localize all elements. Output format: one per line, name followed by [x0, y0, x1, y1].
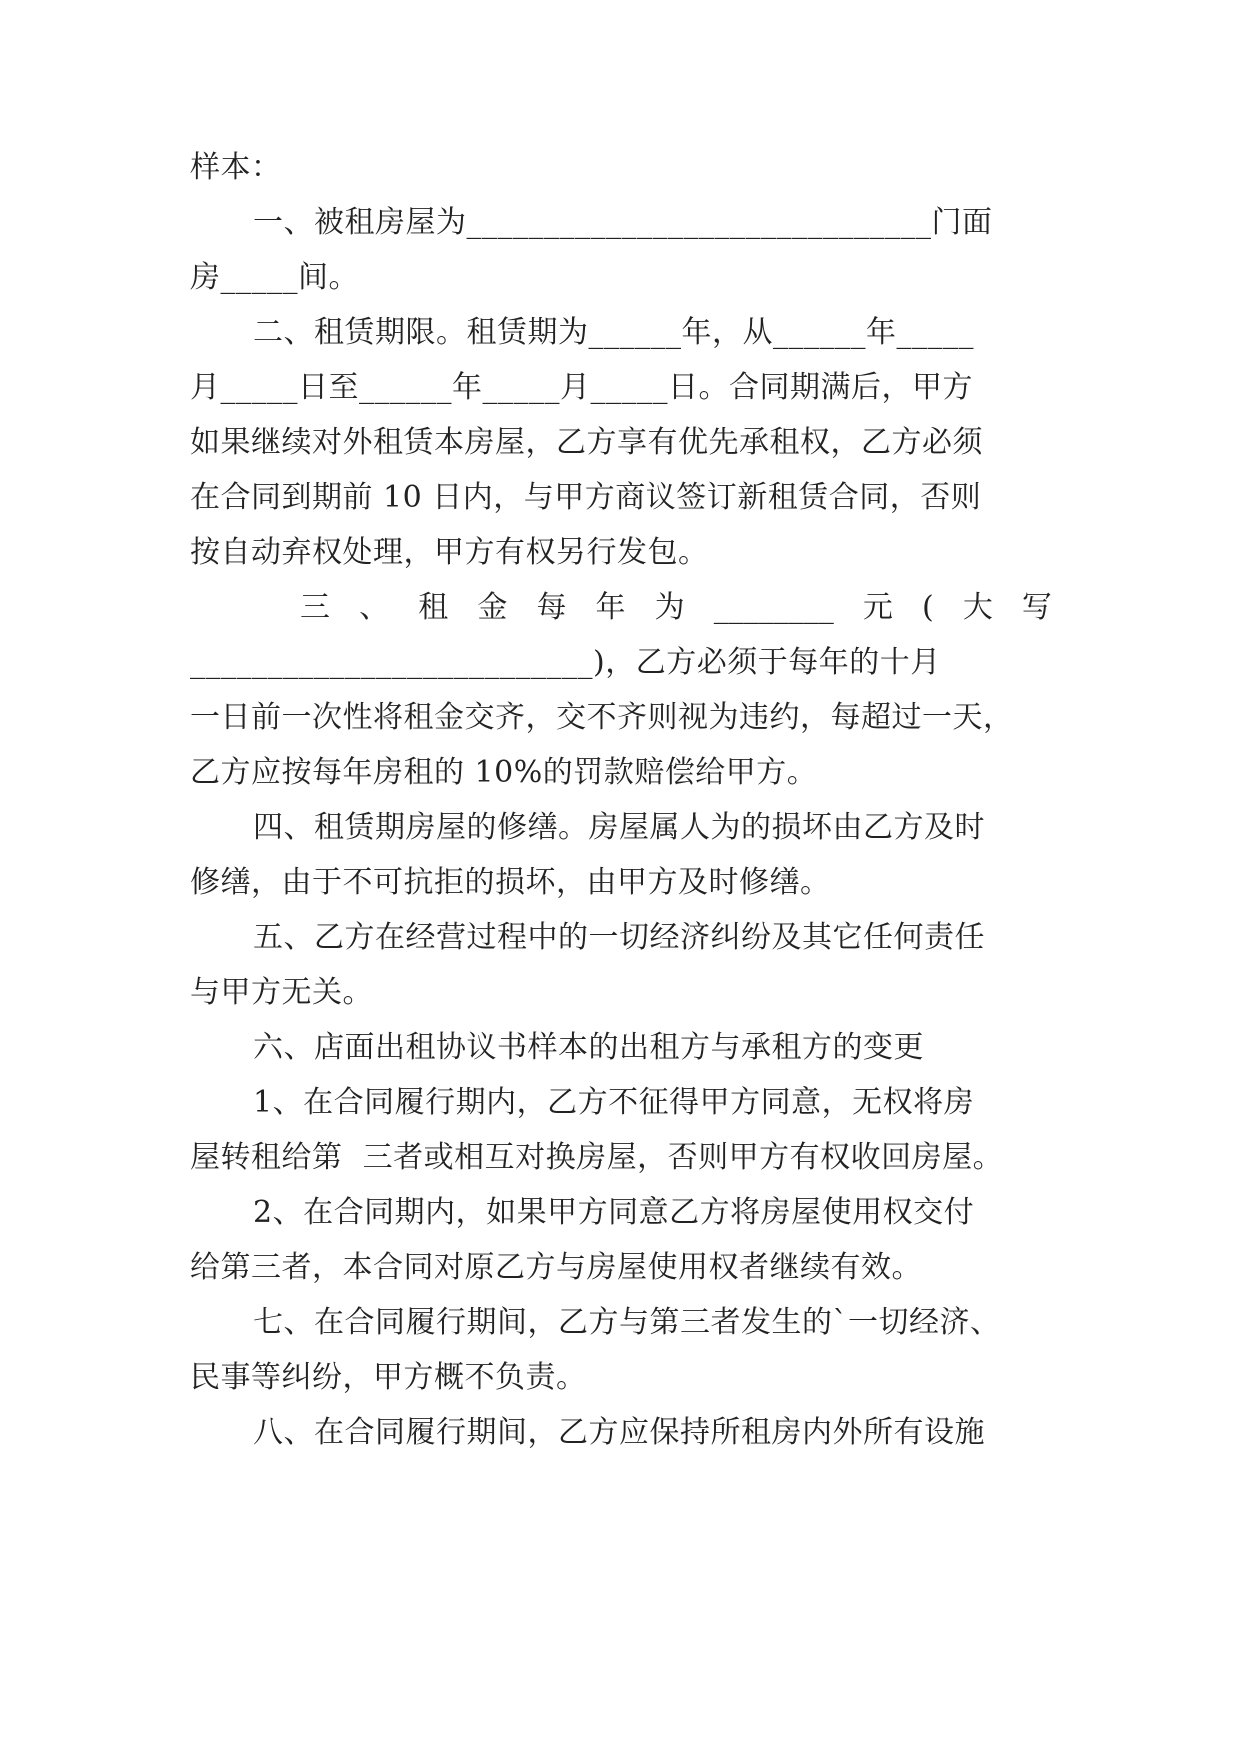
clause-6-2-line-2: 给第三者，本合同对原乙方与房屋使用权者继续有效。 — [190, 1250, 922, 1285]
rent-token: 大 — [962, 590, 993, 625]
rent-token: 为 — [654, 590, 685, 625]
rent-token: 每 — [536, 590, 567, 625]
clause-5-line-2: 与甲方无关。 — [190, 975, 373, 1010]
clause-3-line-1 — [300, 588, 1052, 628]
clause-2-line-1: 二、租赁期限。租赁期为______年，从______年_____ — [253, 315, 974, 350]
clause-3-line-2: __________________________)，乙方必须于每年的十月 — [190, 645, 941, 680]
clause-2-line-5: 按自动弃权处理，甲方有权另行发包。 — [190, 535, 709, 570]
clause-7-line-2: 民事等纠纷，甲方概不负责。 — [190, 1360, 587, 1395]
rent-token: 三 — [300, 590, 330, 625]
rent-token: 金 — [477, 590, 508, 625]
clause-6-1-line-1: 1、在合同履行期内，乙方不征得甲方同意，无权将房 — [253, 1085, 975, 1120]
clause-1-line-1: 一、被租房屋为______________________________门面 — [253, 205, 993, 240]
clause-1-line-2: 房_____间。 — [190, 260, 359, 295]
clause-4-line-2: 修缮，由于不可抗拒的损坏，由甲方及时修缮。 — [190, 865, 831, 900]
clause-2-line-3: 如果继续对外租赁本房屋，乙方享有优先承租权，乙方必须 — [190, 425, 983, 460]
rent-token: 元 — [862, 590, 893, 625]
rent-token: 年 — [595, 590, 626, 625]
clause-3-line-4: 乙方应按每年房租的 10%的罚款赔偿给甲方。 — [190, 755, 818, 790]
clause-2-line-2: 月_____日至______年_____月_____日。合同期满后，甲方 — [190, 370, 973, 405]
rent-token: 、 — [359, 590, 390, 625]
clause-7-line-1: 七、在合同履行期间，乙方与第三者发生的`一切经济、 — [253, 1305, 1001, 1340]
clause-6-1-line-2: 屋转租给第 三者或相互对换房屋，否则甲方有权收回房屋。 — [190, 1140, 1004, 1175]
rent-token: 租 — [418, 590, 449, 625]
clause-6-heading: 六、店面出租协议书样本的出租方与承租方的变更 — [253, 1030, 924, 1065]
rent-token: ( — [921, 590, 934, 625]
rent-blank: ________ — [713, 590, 834, 625]
clause-3-line-3: 一日前一次性将租金交齐，交不齐则视为违约，每超过一天， — [190, 700, 1014, 735]
rent-token: 写 — [1021, 590, 1052, 625]
label-sample: 样本： — [190, 150, 282, 185]
clause-8-line-1: 八、在合同履行期间，乙方应保持所租房内外所有设施 — [253, 1415, 985, 1450]
clause-2-line-4: 在合同到期前 10 日内，与甲方商议签订新租赁合同，否则 — [190, 480, 982, 515]
clause-5-line-1: 五、乙方在经营过程中的一切经济纠纷及其它任何责任 — [253, 920, 985, 955]
clause-4-line-1: 四、租赁期房屋的修缮。房屋属人为的损坏由乙方及时 — [253, 810, 985, 845]
clause-6-2-line-1: 2、在合同期内，如果甲方同意乙方将房屋使用权交付 — [253, 1195, 975, 1230]
